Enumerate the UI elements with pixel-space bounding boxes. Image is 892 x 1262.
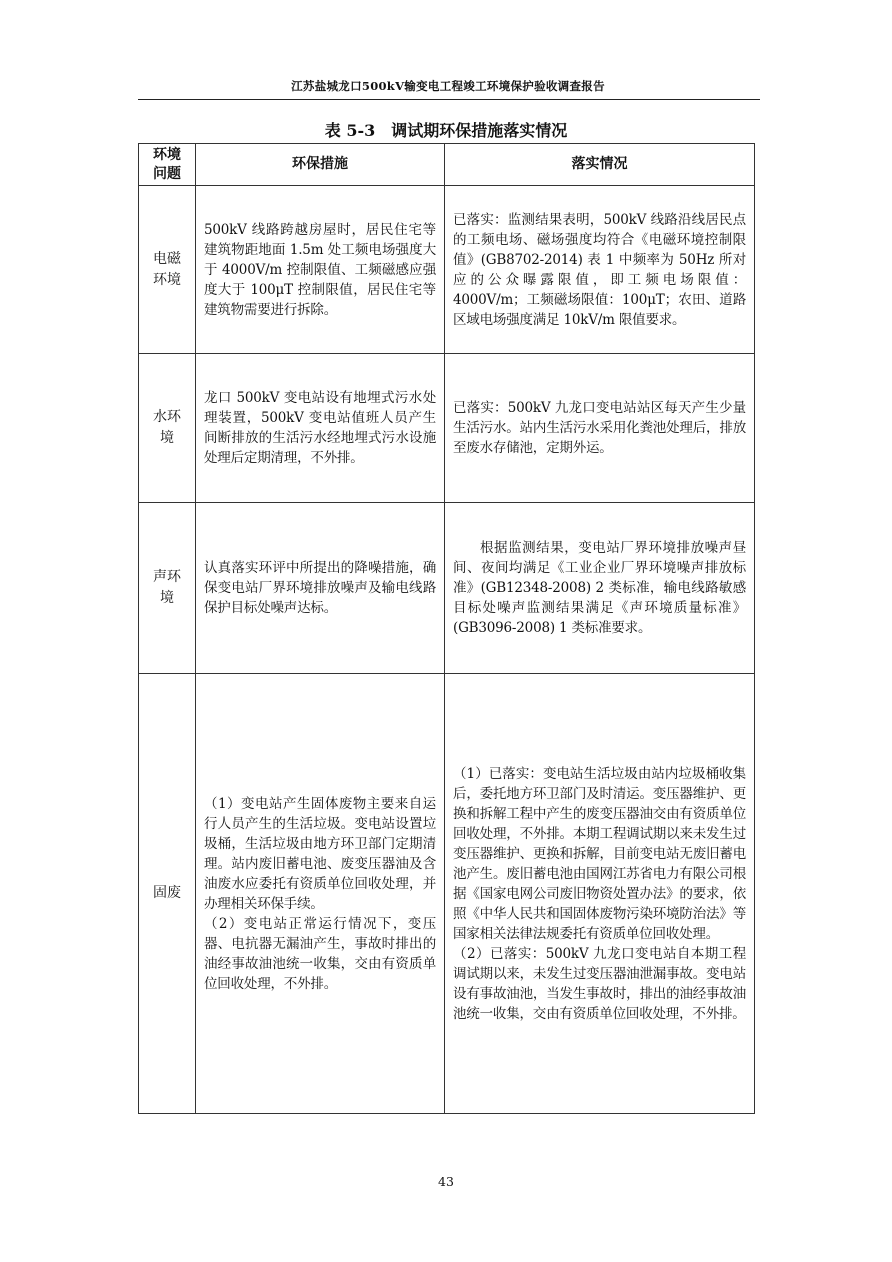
header-rule — [138, 99, 760, 100]
row-topic: 水环境 — [139, 354, 196, 503]
row-status — [445, 674, 755, 1114]
row-measure: 认真落实环评中所提出的降噪措施，确保变电站厂界环境排放噪声及输电线路保护目标处噪声达标。 — [196, 503, 445, 674]
measures-table — [138, 143, 755, 1114]
table-row — [139, 354, 755, 503]
running-header: 江苏盐城龙口500kV输变电工程竣工环境保护验收调查报告 — [291, 79, 605, 93]
page-number: 43 — [438, 1174, 454, 1189]
row-status: 已落实：监测结果表明，500kV 线路沿线居民点的工频电场、磁场强度均符合《电磁环境控制限值》(GB8702-2014) 表 1 中频率为 50Hz 所对应的公众曝露限值，即工频电场限值：4000V/m；工频磁场限值：100μT；农田、道路区域电场强度满足 10kV/m 限值要求。 — [445, 186, 755, 354]
table-row — [139, 674, 755, 1114]
table-header-row — [139, 144, 755, 186]
row-topic: 声环境 — [139, 503, 196, 674]
status-paragraph: （1）已落实：变电站生活垃圾由站内垃圾桶收集后，委托地方环卫部门及时清运。变压器维护、更换和拆解工程中产生的废变压器油交由有资质单位回收处理，不外排。本期工程调试期以来未发生过变压器维护、更换和拆解，目前变电站无废旧蓄电池产生。废旧蓄电池由国网江苏省电力有限公司根据《国家电网公司废旧物资处置办法》的要求，依照《中华人民共和国固体废物污染环境防治法》等国家相关法律法规委托有资质单位回收处理。 — [453, 765, 746, 942]
table-row — [139, 503, 755, 674]
table-row — [139, 186, 755, 354]
column-header-status: 落实情况 — [445, 144, 755, 186]
row-status: 已落实：500kV 九龙口变电站站区每天产生少量生活污水。站内生活污水采用化粪池处理后，排放至废水存储池，定期外运。 — [445, 354, 755, 503]
table-title: 表 5-3 调试期环保措施落实情况 — [324, 121, 568, 140]
row-topic: 电磁环境 — [139, 186, 196, 354]
column-header-topic: 环境问题 — [139, 144, 196, 186]
status-paragraph: （2）已落实：500kV 九龙口变电站自本期工程调试期以来，未发生过变压器油泄漏事故。变电站设有事故油池，当发生事故时，排出的油经事故油池统一收集，交由有资质单位回收处理，不外排。 — [453, 945, 746, 1022]
column-header-measure: 环保措施 — [196, 144, 445, 186]
measure-paragraph: （2）变电站正常运行情况下，变压器、电抗器无漏油产生，事故时排出的油经事故油池统一收集，交由有资质单位回收处理，不外排。 — [204, 915, 436, 992]
row-measure: 500kV 线路跨越房屋时，居民住宅等建筑物距地面 1.5m 处工频电场强度大于 4000V/m 控制限值、工频磁感应强度大于 100μT 控制限值，居民住宅等建筑物需要进行拆除。 — [196, 186, 445, 354]
row-measure: 龙口 500kV 变电站设有地埋式污水处理装置，500kV 变电站值班人员产生间断排放的生活污水经地埋式污水设施处理后定期清理，不外排。 — [196, 354, 445, 503]
row-status: 根据监测结果，变电站厂界环境排放噪声昼间、夜间均满足《工业企业厂界环境噪声排放标准》(GB12348-2008) 2 类标准，输电线路敏感目标处噪声监测结果满足《声环境质量标准》(GB3096-2008) 1 类标准要求。 — [445, 503, 755, 674]
row-measure — [196, 674, 445, 1114]
row-topic: 固废 — [139, 674, 196, 1114]
measure-paragraph: （1）变电站产生固体废物主要来自运行人员产生的生活垃圾。变电站设置垃圾桶，生活垃圾由地方环卫部门定期清理。站内废旧蓄电池、废变压器油及含油废水应委托有资质单位回收处理，并办理相关环保手续。 — [204, 795, 436, 912]
